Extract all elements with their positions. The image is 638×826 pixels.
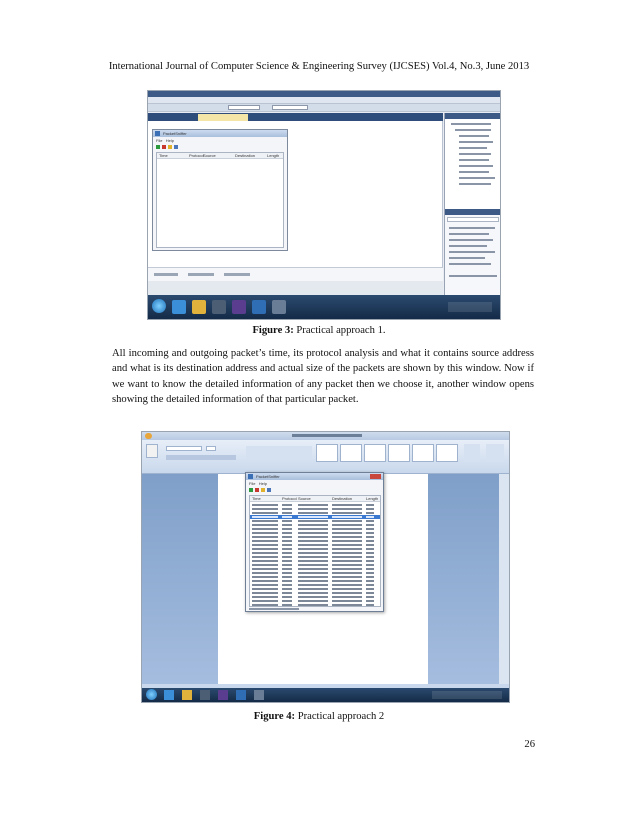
component-tray (148, 267, 443, 281)
table-cell (252, 596, 278, 598)
style-normal (316, 444, 338, 462)
table-cell (282, 580, 292, 582)
table-cell (252, 568, 278, 570)
office-button-icon (145, 433, 152, 439)
table-cell (332, 596, 362, 598)
table-cell (332, 548, 362, 550)
table-cell (298, 568, 328, 570)
app-icon (248, 474, 253, 479)
close-icon[interactable] (370, 474, 381, 479)
table-cell (282, 528, 292, 530)
table-cell (282, 604, 292, 606)
table-cell (366, 544, 374, 546)
status-bar (249, 608, 299, 610)
table-cell (298, 572, 328, 574)
table-cell (252, 548, 278, 550)
table-cell (298, 516, 328, 518)
table-cell (332, 504, 362, 506)
table-cell (366, 552, 374, 554)
col-time: Time (252, 496, 261, 501)
table-cell (298, 524, 328, 526)
menu-help[interactable]: Help (258, 481, 268, 486)
table-cell (366, 504, 374, 506)
table-cell (366, 596, 374, 598)
table-cell (282, 544, 292, 546)
table-cell (252, 528, 278, 530)
table-cell (282, 568, 292, 570)
start-capture-icon[interactable] (249, 488, 253, 492)
form-toolbar (156, 145, 178, 150)
table-cell (366, 568, 374, 570)
table-cell (332, 572, 362, 574)
table-cell (282, 564, 292, 566)
figure-4-label: Figure 4: (253, 711, 296, 722)
windows-taskbar (148, 295, 500, 319)
word-icon (236, 690, 246, 700)
system-tray (432, 691, 502, 699)
body-paragraph: All incoming and outgoing packet’s time, its protocol analysis and what it contains source address and what is its destination address and actual size of the packets are shown by this window. Now if we want to know the detailed information of any packet then we choose it, another window opens showing the detailed information of that particular packet. (112, 348, 534, 406)
table-cell (366, 604, 374, 606)
table-cell (366, 520, 374, 522)
filter-icon[interactable] (267, 488, 271, 492)
style-heading1 (364, 444, 386, 462)
explorer-icon (192, 300, 206, 314)
solution-explorer (444, 113, 500, 209)
table-cell (298, 600, 328, 602)
table-cell (282, 596, 292, 598)
table-cell (366, 588, 374, 590)
table-cell (366, 584, 374, 586)
system-tray (448, 302, 492, 312)
style-subtitle (436, 444, 458, 462)
table-cell (298, 544, 328, 546)
table-cell (332, 512, 362, 514)
active-tab (198, 114, 248, 121)
table-cell (366, 556, 374, 558)
table-cell (366, 524, 374, 526)
packetsniffer-form (152, 129, 288, 251)
table-cell (282, 532, 292, 534)
menu-file: File (156, 138, 163, 143)
table-cell (282, 520, 292, 522)
vertical-scrollbar[interactable] (499, 474, 509, 684)
figure-4-caption (0, 711, 638, 722)
figure-4-caption-text: Practical approach 2 (295, 711, 385, 722)
packet-rows (250, 503, 380, 607)
journal-header: International Journal of Computer Science & Engineering Survey (IJCSES) Vol.4, No.3, June 2013 (108, 61, 530, 72)
table-cell (252, 556, 278, 558)
save-icon[interactable] (261, 488, 265, 492)
table-cell (282, 572, 292, 574)
table-cell (252, 504, 278, 506)
table-cell (332, 564, 362, 566)
table-cell (282, 540, 292, 542)
table-cell (298, 512, 328, 514)
table-cell (282, 584, 292, 586)
table-cell (252, 520, 278, 522)
table-cell (298, 536, 328, 538)
packet-list (156, 152, 284, 248)
output-area (148, 281, 443, 295)
packet-table (249, 495, 381, 607)
table-cell (298, 520, 328, 522)
table-cell (366, 512, 374, 514)
table-cell (298, 560, 328, 562)
ie-icon (164, 690, 174, 700)
table-cell (282, 600, 292, 602)
word-icon (252, 300, 266, 314)
explorer-icon (182, 690, 192, 700)
table-cell (298, 552, 328, 554)
table-cell (366, 572, 374, 574)
ie-icon (172, 300, 186, 314)
format-buttons (166, 455, 236, 460)
table-cell (366, 564, 374, 566)
table-cell (282, 576, 292, 578)
table-cell (282, 556, 292, 558)
table-cell (332, 524, 362, 526)
col-destination: Destination (332, 496, 353, 501)
properties-panel (444, 209, 500, 295)
font-size-dropdown (206, 446, 216, 451)
table-cell (252, 580, 278, 582)
start-button-icon (152, 299, 166, 313)
table-cell (298, 508, 328, 510)
table-cell (332, 536, 362, 538)
app-icon-2 (272, 300, 286, 314)
table-cell (298, 528, 328, 530)
table-cell (252, 604, 278, 606)
table-cell (366, 508, 374, 510)
table-cell (298, 564, 328, 566)
table-cell (366, 600, 374, 602)
vs-icon (218, 690, 228, 700)
table-cell (332, 576, 362, 578)
table-cell (252, 516, 278, 518)
table-cell (252, 584, 278, 586)
table-cell (298, 532, 328, 534)
form-title: PacketSniffer (153, 130, 287, 137)
table-cell (298, 556, 328, 558)
word-title-bar (142, 432, 509, 440)
font-dropdown (166, 446, 202, 451)
table-cell (252, 524, 278, 526)
table-cell (282, 512, 292, 514)
media-icon (200, 690, 210, 700)
table-cell (332, 584, 362, 586)
table-cell (366, 540, 374, 542)
table-cell (252, 544, 278, 546)
ide-document-tabs (148, 113, 443, 121)
paste-icon (146, 444, 158, 458)
table-cell (252, 512, 278, 514)
table-cell (298, 548, 328, 550)
app-icon (155, 131, 160, 136)
table-cell (332, 604, 362, 606)
table-cell (298, 596, 328, 598)
menu-help: Help (165, 138, 175, 143)
table-cell (298, 584, 328, 586)
table-cell (332, 532, 362, 534)
table-cell (282, 588, 292, 590)
table-cell (282, 552, 292, 554)
table-cell (332, 560, 362, 562)
config-dropdown (228, 105, 260, 110)
table-cell (282, 560, 292, 562)
table-cell (252, 536, 278, 538)
table-cell (282, 524, 292, 526)
table-row[interactable] (250, 603, 380, 607)
table-cell (298, 592, 328, 594)
media-icon (212, 300, 226, 314)
editing-group (486, 444, 504, 462)
table-cell (366, 548, 374, 550)
table-cell (282, 548, 292, 550)
table-cell (252, 592, 278, 594)
col-time: Time (159, 153, 168, 158)
table-cell (252, 552, 278, 554)
table-cell (282, 508, 292, 510)
windows-taskbar (142, 688, 509, 702)
figure-4-screenshot (141, 431, 510, 703)
table-cell (298, 580, 328, 582)
table-cell (282, 504, 292, 506)
table-cell (332, 540, 362, 542)
page-number: 26 (524, 739, 535, 750)
menu-file[interactable]: File (249, 481, 256, 486)
col-length: Length (366, 496, 379, 501)
figure-3-caption-text: Practical approach 1. (293, 325, 386, 336)
table-cell (298, 588, 328, 590)
packet-list-header (157, 153, 283, 159)
col-protocol: Protocol (282, 496, 297, 501)
style-title (412, 444, 434, 462)
platform-dropdown (272, 105, 308, 110)
table-cell (298, 604, 328, 606)
table-cell (366, 516, 374, 518)
table-cell (332, 508, 362, 510)
table-cell (332, 568, 362, 570)
table-cell (252, 532, 278, 534)
table-cell (366, 536, 374, 538)
ide-menu-bar (148, 97, 500, 104)
table-cell (332, 556, 362, 558)
table-cell (332, 588, 362, 590)
table-cell (332, 516, 362, 518)
col-destination: Destination (235, 153, 256, 158)
table-cell (282, 592, 292, 594)
table-cell (252, 508, 278, 510)
packet-table-header (250, 496, 380, 502)
vs-icon (232, 300, 246, 314)
table-cell (332, 552, 362, 554)
table-cell (366, 560, 374, 562)
table-cell (252, 572, 278, 574)
packetsniffer-window (245, 472, 384, 612)
col-length: Length (267, 153, 280, 158)
word-ribbon (142, 440, 509, 474)
table-cell (332, 528, 362, 530)
table-cell (332, 600, 362, 602)
table-cell (366, 580, 374, 582)
table-cell (282, 536, 292, 538)
table-cell (252, 564, 278, 566)
figure-3-screenshot (147, 90, 501, 320)
figure-3-caption (0, 325, 638, 336)
table-cell (332, 520, 362, 522)
window-toolbar (249, 488, 271, 493)
window-title: PacketSniffer (246, 473, 383, 480)
start-button-icon (146, 689, 157, 700)
col-protocol: Protocol (189, 153, 204, 158)
table-cell (252, 540, 278, 542)
table-cell (366, 528, 374, 530)
col-source: Source (203, 153, 216, 158)
designer-surface (148, 121, 443, 267)
ide-toolbar (148, 104, 500, 112)
table-cell (332, 544, 362, 546)
table-cell (252, 576, 278, 578)
table-cell (298, 576, 328, 578)
change-styles-icon (464, 444, 480, 462)
table-cell (298, 504, 328, 506)
app-icon-2 (254, 690, 264, 700)
style-heading2 (388, 444, 410, 462)
table-cell (332, 580, 362, 582)
table-cell (252, 560, 278, 562)
col-source: Source (298, 496, 311, 501)
figure-3-label: Figure 3: (252, 325, 294, 336)
table-cell (366, 576, 374, 578)
table-cell (298, 540, 328, 542)
table-cell (332, 592, 362, 594)
table-cell (252, 600, 278, 602)
table-cell (366, 592, 374, 594)
table-cell (252, 588, 278, 590)
paragraph-group (246, 446, 312, 460)
table-cell (282, 516, 292, 518)
stop-capture-icon[interactable] (255, 488, 259, 492)
style-nospacing (340, 444, 362, 462)
table-cell (366, 532, 374, 534)
